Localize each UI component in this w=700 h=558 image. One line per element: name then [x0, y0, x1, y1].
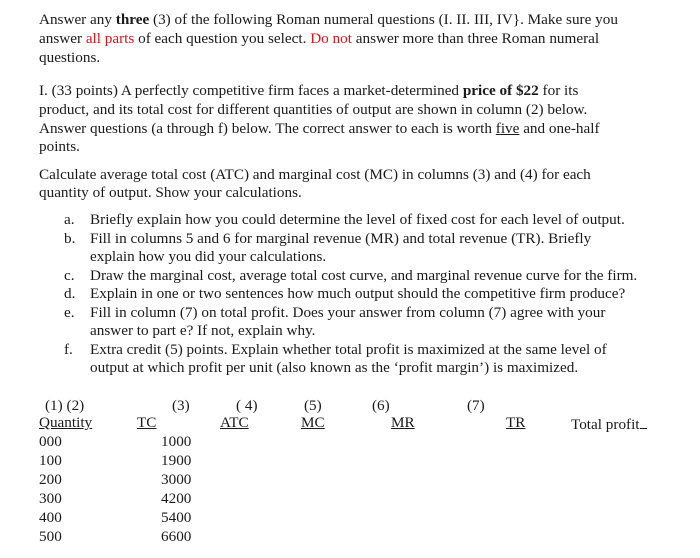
subquestion-a: a. Briefly explain how you could determine the level of fixed cost for each level of output. — [64, 211, 625, 228]
table-cell-tc: 1900 — [161, 452, 192, 469]
question-line-4: points. — [39, 138, 80, 155]
col-num-7: (7) — [467, 397, 485, 414]
subquestion-c: c. Draw the marginal cost, average total cost curve, and marginal revenue curve for the firm. — [64, 266, 638, 284]
subquestion-b: b. Fill in columns 5 and 6 for marginal revenue (MR) and total revenue (TR). Briefly explain how you did your calculations. — [64, 229, 592, 265]
table-cell-quantity: 400 — [39, 509, 62, 526]
subquestion-list — [64, 211, 684, 378]
table-cell-tc: 3000 — [161, 471, 192, 488]
table-cell-tc: 5400 — [161, 509, 192, 526]
instructions-line-2: answer all parts of each question you select. Do not answer more than three Roman numeral — [39, 30, 600, 47]
col-num-6: (6) — [372, 397, 390, 414]
subquestion-d: d. Explain in one or two sentences how much output should the competitive firm produce? — [64, 285, 626, 302]
table-cell-tc: 4200 — [161, 490, 192, 507]
subquestion-f: f. Extra credit (5) points. Explain whether total profit is maximized at the same level of output at which profit per unit (also known as the ‘profit margin’) is maximized. — [64, 340, 607, 376]
tc-column — [161, 433, 191, 547]
calc-line-2: quantity of output. Show your calculations. — [39, 184, 302, 201]
question-line-3: Answer questions (a through f) below. The correct answer to each is worth five and one-half — [39, 120, 600, 137]
col-num-5: (5) — [304, 397, 322, 414]
table-cell-tc: 1000 — [161, 433, 192, 450]
table-cell-quantity: 500 — [39, 528, 62, 545]
quantity-column — [39, 433, 62, 547]
question-line-1: I. (33 points) A perfectly competitive firm faces a market-determined price of $22 for its — [39, 82, 579, 99]
table-cell-quantity: 300 — [39, 490, 62, 507]
col-num-1-2: (1) (2) — [45, 397, 85, 414]
table-cell-quantity: 000 — [39, 433, 62, 450]
col-num-4: ( 4) — [236, 397, 258, 414]
question-line-2: product, and its total cost for different quantities of output are shown in column (2) below. — [39, 101, 588, 118]
header-total-profit: Total profit — [571, 414, 647, 435]
table-cell-quantity: 200 — [39, 471, 62, 488]
instructions-line-3: questions. — [39, 49, 101, 66]
calc-line-1: Calculate average total cost (ATC) and marginal cost (MC) in columns (3) and (4) for each — [39, 166, 591, 183]
header-mc: MC — [301, 414, 325, 431]
all-parts-highlight: all parts — [85, 30, 135, 47]
header-atc: ATC — [220, 414, 249, 431]
header-mr: MR — [391, 414, 415, 431]
subquestion-e: e. Fill in column (7) on total profit. Does your answer from column (7) agree with your answer to part e? If not, explain why. — [64, 303, 606, 339]
header-tr: TR — [506, 414, 526, 431]
col-num-3: (3) — [172, 397, 190, 414]
do-not-highlight: Do not — [310, 30, 352, 47]
header-quantity: Quantity — [39, 414, 93, 431]
table-cell-tc: 6600 — [161, 528, 192, 545]
header-tc: TC — [137, 414, 157, 431]
instructions-line-1: Answer any three (3) of the following Roman numeral questions (I. II. III, IV}. Make sure you — [39, 11, 618, 28]
table-cell-quantity: 100 — [39, 452, 62, 469]
